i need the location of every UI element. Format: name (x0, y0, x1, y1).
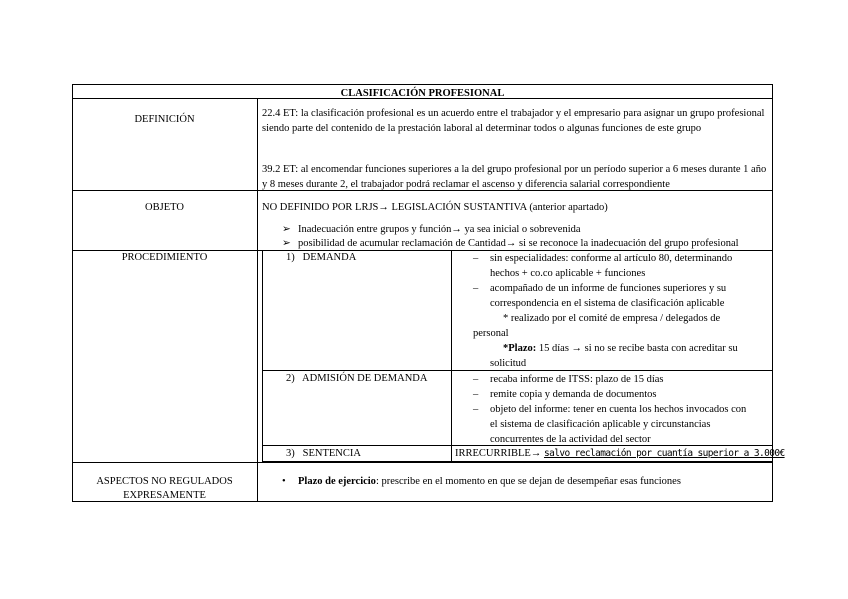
demanda-note-a: * realizado por el comité de empresa / delegados de (503, 313, 721, 324)
objeto-bullet-2-text: posibilidad de acumular reclamación de Cantidad→ si se reconoce la inadecuación del grupo profesional (298, 238, 739, 249)
admision-item-2: remite copia y demanda de documentos (490, 389, 657, 400)
aspectos-item (282, 474, 681, 489)
procedimiento-label: PROCEDIMIENTO (121, 252, 208, 263)
admision-item-3a: objeto del informe: tener en cuenta los hechos invocados con (490, 404, 747, 415)
aspectos-label-a: ASPECTOS NO REGULADOS (96, 476, 233, 487)
dot-bullet-icon: • (282, 476, 286, 487)
admision-item-1: recaba informe de ITSS: plazo de 15 días (490, 374, 664, 385)
admision-item-3c: concurrentes de la actividad del sector (490, 434, 651, 445)
subcolumn-divider (451, 250, 452, 462)
objeto-bullet-1 (282, 222, 772, 237)
aspectos-text: : prescribe en el momento en que se dejan de desempeñar esas funciones (375, 476, 681, 487)
demanda-item-2a: acompañado de un informe de funciones superiores y su (490, 283, 727, 294)
objeto-label: OBJETO (145, 202, 184, 213)
dash-icon: – (473, 374, 479, 385)
definicion-paragraph-1: 22.4 ET: la clasificación profesional es un acuerdo entre el trabajador y el empresario para asignar un grupo profesional siendo parte del contenido de la prestación laboral al determinar todos o algunas funciones de este grupo (262, 108, 765, 134)
sentencia-label: 3) SENTENCIA (286, 448, 361, 459)
definicion-label: DEFINICIÓN (134, 114, 195, 125)
demanda-note-b: personal (473, 328, 509, 339)
column-divider (257, 98, 258, 502)
sentencia-text-b: salvo reclamación por cuantía superior a 3.000€ (543, 448, 785, 459)
demanda-item-2b: correspondencia en el sistema de clasificación aplicable (490, 298, 725, 309)
admision-item-3b: el sistema de clasificación aplicable y circunstancias (490, 419, 711, 430)
demanda-plazo (503, 341, 738, 356)
aspectos-label-b: EXPRESAMENTE (123, 490, 206, 501)
sentencia-text-a: IRRECURRIBLE→ (455, 448, 544, 459)
demanda-item-1b: hechos + co.co aplicable + funciones (490, 268, 646, 279)
dash-icon: – (473, 389, 479, 400)
objeto-line: NO DEFINIDO POR LRJS→ LEGISLACIÓN SUSTANTIVA (anterior apartado) (262, 202, 608, 213)
row-divider (72, 462, 773, 463)
aspectos-bold: Plazo de ejercicio (298, 476, 376, 487)
dash-icon: – (473, 253, 479, 264)
sentencia-text (455, 446, 785, 461)
arrow-bullet-icon: ➢ (282, 238, 291, 249)
plazo-label: *Plazo: (503, 343, 537, 354)
table-title: CLASIFICACIÓN PROFESIONAL (340, 88, 505, 99)
subtable-border (262, 250, 263, 462)
objeto-bullet-1-text: Inadecuación entre grupos y función→ ya sea inicial o sobrevenida (298, 224, 581, 235)
plazo-text: 15 días → si no se recibe basta con acreditar su (536, 343, 738, 354)
dash-icon: – (473, 404, 479, 415)
objeto-bullet-2 (282, 236, 772, 251)
dash-icon: – (473, 283, 479, 294)
admision-label: 2) ADMISIÓN DE DEMANDA (286, 373, 428, 384)
demanda-plazo-b: solicitud (490, 358, 527, 369)
subtable-bottom (262, 461, 772, 462)
definicion-paragraph-2: 39.2 ET: al encomendar funciones superiores a la del grupo profesional por un período superior a 6 meses durante 1 año y 8 meses durante 2, el trabajador podrá reclamar el ascenso y diferencia salarial correspondiente (262, 164, 767, 190)
demanda-item-1a: sin especialidades: conforme al artículo 80, determinando (490, 253, 733, 264)
arrow-bullet-icon: ➢ (282, 224, 291, 235)
demanda-label: 1) DEMANDA (286, 252, 357, 263)
